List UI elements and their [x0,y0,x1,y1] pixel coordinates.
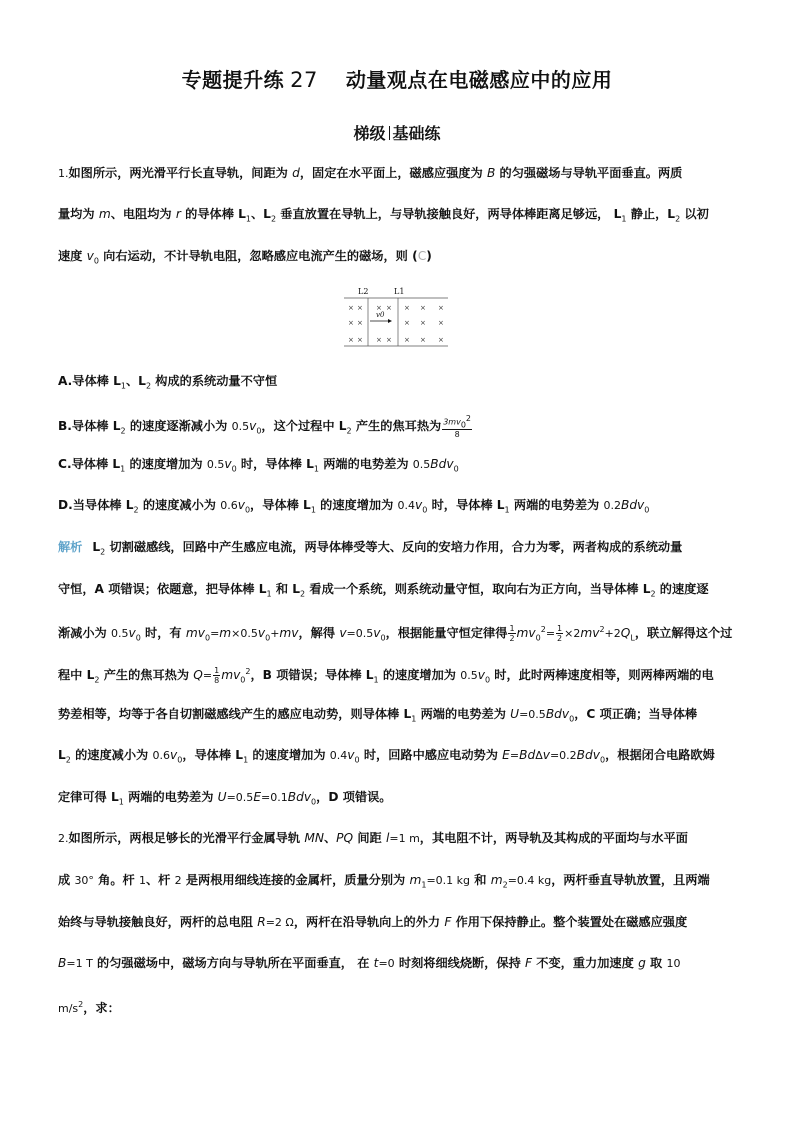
field-cross: × [404,336,410,344]
q2-line-4: B=1 T 的匀强磁场中，磁场方向与导轨所在平面垂直， 在 t=0 时刻将细线烧断，保持 F 不变，重力加速度 g 取 10 [58,956,681,970]
q1-option-b: B.导体棒 $L_2$ 的速度逐渐减小为 $0.5v_0$，这个过程中 $L_2$ 产生的焦耳热为 $\frac{3mv_0^2}{8}$ [58,414,472,440]
field-cross: × [348,336,354,344]
field-cross: × [386,304,392,312]
q2-line-1: 2.如图所示，两根足够长的光滑平行金属导轨 MN、PQ 间距 l=1 m，其电阻不计，两导轨及其构成的平面均与水平面 [58,831,688,845]
fig-label-l1: L1 [394,287,405,296]
q1-option-d: D.当导体棒 $L_2$ 的速度减小为 $0.6v_0$，导体棒 $L_1$ 的速度增加为 $0.4v_0$ 时，导体棒 $L_1$ 两端的电势差为 0.2Bdv$_0$ [58,498,650,515]
field-cross: × [357,319,363,327]
q1-option-a: A.导体棒 $L_1$、$L_2$ 构成的系统动量不守恒 [58,374,278,391]
field-cross: × [438,319,444,327]
field-cross: × [348,319,354,327]
q1-explanation-3: 渐减小为 $0.5v_0$ 时，有 $mv_0=m\times 0.5v_0+mv$，解得 $v=0.5v_0$，根据能量守恒定律得 $\frac{1}{2}$ $mv_0^2=$ $\frac{1}{2}$ $\times 2mv^2+2Q_L$，联立解得这个过 [58,624,733,644]
q1-line-1: 1.如图所示，两光滑平行长直导轨，间距为 d，固定在水平面上，磁感应强度为 B 的匀强磁场与导轨平面垂直。两质 [58,166,683,180]
q1-explanation-4: 程中 $L_2$ 产生的焦耳热为 Q= $\frac{1}{8}$ $mv_0^2$，B 项错误；导体棒 $L_1$ 的速度增加为 $0.5v_0$ 时，此时两棒速度相等，则两棒两端的电 [58,666,714,686]
q1-figure [344,284,448,350]
field-cross: × [438,336,444,344]
fig-label-v0: v0 [376,311,385,319]
explanation-tag: 解析 [58,540,83,554]
field-cross: × [404,319,410,327]
field-cross: × [420,304,426,312]
field-cross: × [376,304,382,312]
page-title: 专题提升练 27 动量观点在电磁感应中的应用 [181,68,613,92]
field-cross: × [386,336,392,344]
q2-line-2: 成 30° 角。杆 1、杆 2 是两根用细线连接的金属杆，质量分别为 $m_1=0.1$ kg 和 $m_2=0.4$ kg，两杆垂直导轨放置，且两端 [58,873,710,890]
q1-explanation-5: 势差相等，均等于各自切割磁感线产生的感应电动势，则导体棒 $L_1$ 两端的电势差为 U=0.5Bdv$_0$，C 项正确；当导体棒 [58,707,698,724]
field-cross: × [420,336,426,344]
field-cross: × [420,319,426,327]
field-cross: × [357,336,363,344]
fig-label-l2: L2 [358,287,369,296]
q1-line-2: 量均为 m、电阻均为 r 的导体棒 $L_1$、$L_2$ 垂直放置在导轨上，与导轨接触良好，两导体棒距离足够远， $L_1$ 静止，$L_2$ 以初 [58,207,709,224]
q1-answer: C [417,249,427,263]
q1-option-c: C.导体棒 $L_1$ 的速度增加为 $0.5v_0$ 时，导体棒 $L_1$ 两端的电势差为 0.5Bdv$_0$ [58,457,459,474]
field-cross: × [348,304,354,312]
q2-line-5: $m/s^2$，求： [58,1000,120,1016]
q1-explanation-1: 解析 $L_2$ 切割磁感线，回路中产生感应电流，两导体棒受等大、反向的安培力作用，合力为零，两者构成的系统动量 [58,540,683,557]
q1-explanation-6: $L_2$ 的速度减小为 $0.6v_0$，导体棒 $L_1$ 的速度增加为 $0.4v_0$ 时，回路中感应电动势为 E=BdΔv=0.2Bdv$_0$，根据闭合电路欧姆 [58,748,715,765]
field-cross: × [357,304,363,312]
q1-explanation-7: 定律可得 $L_1$ 两端的电势差为 U=0.5E=0.1Bdv$_0$，D 项错误。 [58,790,392,807]
q1-explanation-2: 守恒，A 项错误；依题意，把导体棒 $L_1$ 和 $L_2$ 看成一个系统，则系统动量守恒，取向右为正方向，当导体棒 $L_2$ 的速度逐 [58,582,709,599]
q1-line-3: 速度 $v_0$ 向右运动，不计导轨电阻，忽略感应电流产生的磁场，则 (C) [58,249,432,266]
field-cross: × [438,304,444,312]
section-title: 梯级 基础练 [353,124,441,143]
q2-line-3: 始终与导轨接触良好，两杆的总电阻 R=2 Ω，两杆在沿导轨向上的外力 F 作用下保持静止。整个装置处在磁感应强度 [58,915,688,929]
field-cross: × [404,304,410,312]
field-cross: × [376,336,382,344]
